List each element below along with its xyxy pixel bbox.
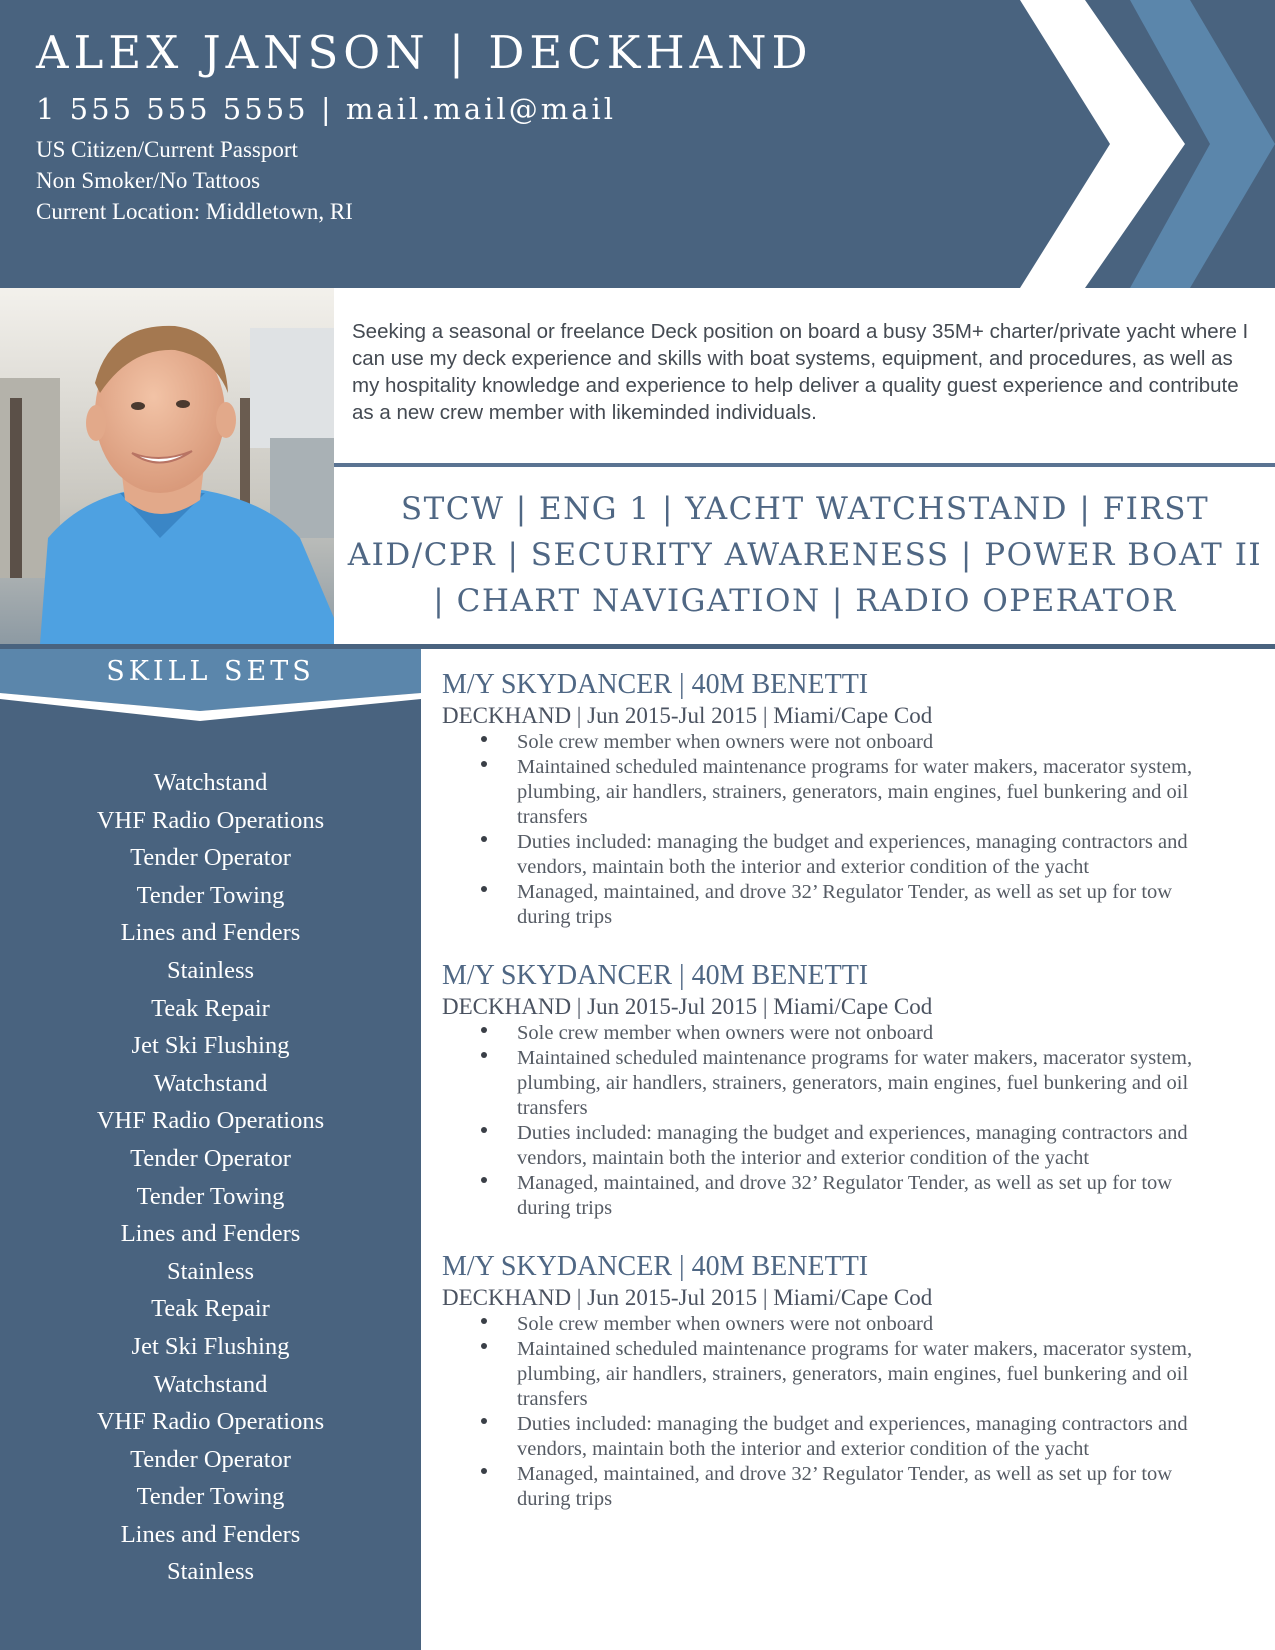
duty-item: Managed, maintained, and drove 32’ Regulator Tender, as well as set up for tow during trips	[442, 880, 1217, 930]
skill-item: Jet Ski Flushing	[131, 1332, 290, 1360]
position-dates-location: DECKHAND | Jun 2015-Jul 2015 | Miami/Cape Cod	[442, 1285, 933, 1310]
skill-item: Stainless	[166, 1257, 255, 1285]
fact-smoker-tattoos: Non Smoker/No Tattoos	[36, 168, 261, 193]
vessel-title: M/Y SKYDANCER | 40M BENETTI	[442, 669, 869, 700]
skills-list	[0, 764, 421, 1591]
duty-item: Duties included: managing the budget and experiences, managing contractors and vendors, maintain both the interior and exterior condition of the yacht	[442, 830, 1217, 880]
duty-item: Managed, maintained, and drove 32’ Regulator Tender, as well as set up for tow during trips	[442, 1462, 1217, 1512]
duty-item: Duties included: managing the budget and experiences, managing contractors and vendors, maintain both the interior and exterior condition of the yacht	[442, 1412, 1217, 1462]
personal-facts	[36, 134, 353, 227]
skill-item: VHF Radio Operations	[96, 1408, 325, 1436]
skill-item: Teak Repair	[151, 1295, 270, 1323]
skill-item: Lines and Fenders	[120, 1220, 301, 1248]
fact-citizenship: US Citizen/Current Passport	[36, 137, 298, 162]
duty-item: Duties included: managing the budget and experiences, managing contractors and vendors, maintain both the interior and exterior condition of the yacht	[442, 1121, 1217, 1171]
position-dates-location: DECKHAND | Jun 2015-Jul 2015 | Miami/Cape Cod	[442, 994, 933, 1019]
experience-entry	[442, 668, 1262, 930]
duty-item: Maintained scheduled maintenance programs for water makers, macerator system, plumbing, air handlers, strainers, generators, main engines, fuel bunkering and oil transfers	[442, 1337, 1217, 1412]
skill-item: Stainless	[166, 1558, 255, 1586]
vessel-title: M/Y SKYDANCER | 40M BENETTI	[442, 1251, 869, 1282]
profile-photo	[0, 288, 334, 644]
duty-item: Maintained scheduled maintenance programs for water makers, macerator system, plumbing, air handlers, strainers, generators, main engines, fuel bunkering and oil transfers	[442, 755, 1217, 830]
section-divider	[334, 463, 1275, 467]
duty-item: Sole crew member when owners were not onboard	[442, 1021, 1217, 1046]
experience-section	[442, 668, 1262, 1541]
certifications-list: STCW | ENG 1 | YACHT WATCHSTAND | FIRST AID/CPR | SECURITY AWARENESS | POWER BOAT II | CHART NAVIGATION | RADIO OPERATOR	[347, 491, 1263, 619]
skill-item: Watchstand	[153, 1069, 268, 1097]
duty-list	[442, 1021, 1262, 1221]
duty-list	[442, 730, 1262, 930]
skill-item: Tender Operator	[130, 1144, 291, 1172]
skill-item: Lines and Fenders	[120, 1520, 301, 1548]
skill-item: Watchstand	[153, 769, 268, 796]
duty-item: Sole crew member when owners were not onboard	[442, 730, 1217, 755]
position-dates-location: DECKHAND | Jun 2015-Jul 2015 | Miami/Cape Cod	[442, 703, 933, 728]
contact-line: 1 555 555 5555 | mail.mail@mail	[36, 92, 617, 126]
skill-item: VHF Radio Operations	[96, 1107, 325, 1135]
skill-item: Stainless	[166, 956, 255, 984]
skill-item: Tender Towing	[136, 1182, 285, 1210]
duty-list	[442, 1312, 1262, 1512]
skill-item: Tender Towing	[136, 881, 285, 909]
skills-heading: SKILL SETS	[106, 656, 315, 687]
experience-entry	[442, 959, 1262, 1221]
skill-item: Jet Ski Flushing	[131, 1032, 290, 1060]
experience-entry	[442, 1250, 1262, 1512]
duty-item: Managed, maintained, and drove 32’ Regulator Tender, as well as set up for tow during trips	[442, 1171, 1217, 1221]
skill-item: Tender Operator	[130, 844, 291, 872]
skill-item: Watchstand	[153, 1370, 268, 1398]
resume-name-title: ALEX JANSON | DECKHAND	[36, 26, 813, 79]
duty-item: Maintained scheduled maintenance programs for water makers, macerator system, plumbing, air handlers, strainers, generators, main engines, fuel bunkering and oil transfers	[442, 1046, 1217, 1121]
skill-item: Lines and Fenders	[120, 919, 301, 947]
skill-item: Tender Towing	[136, 1483, 285, 1511]
skill-item: VHF Radio Operations	[96, 806, 325, 834]
skill-item: Teak Repair	[151, 994, 270, 1022]
skill-item: Tender Operator	[130, 1445, 291, 1473]
objective-statement: Seeking a seasonal or freelance Deck position on board a busy 35M+ charter/private yacht where I can use my deck experience and skills with boat systems, equipment, and procedures, as well as my hospitality knowledge and experience to help deliver a quality guest experience and contribute as a new crew member with likeminded individuals.	[352, 320, 1249, 424]
fact-location: Current Location: Middletown, RI	[36, 199, 353, 224]
vessel-title: M/Y SKYDANCER | 40M BENETTI	[442, 960, 869, 991]
duty-item: Sole crew member when owners were not onboard	[442, 1312, 1217, 1337]
